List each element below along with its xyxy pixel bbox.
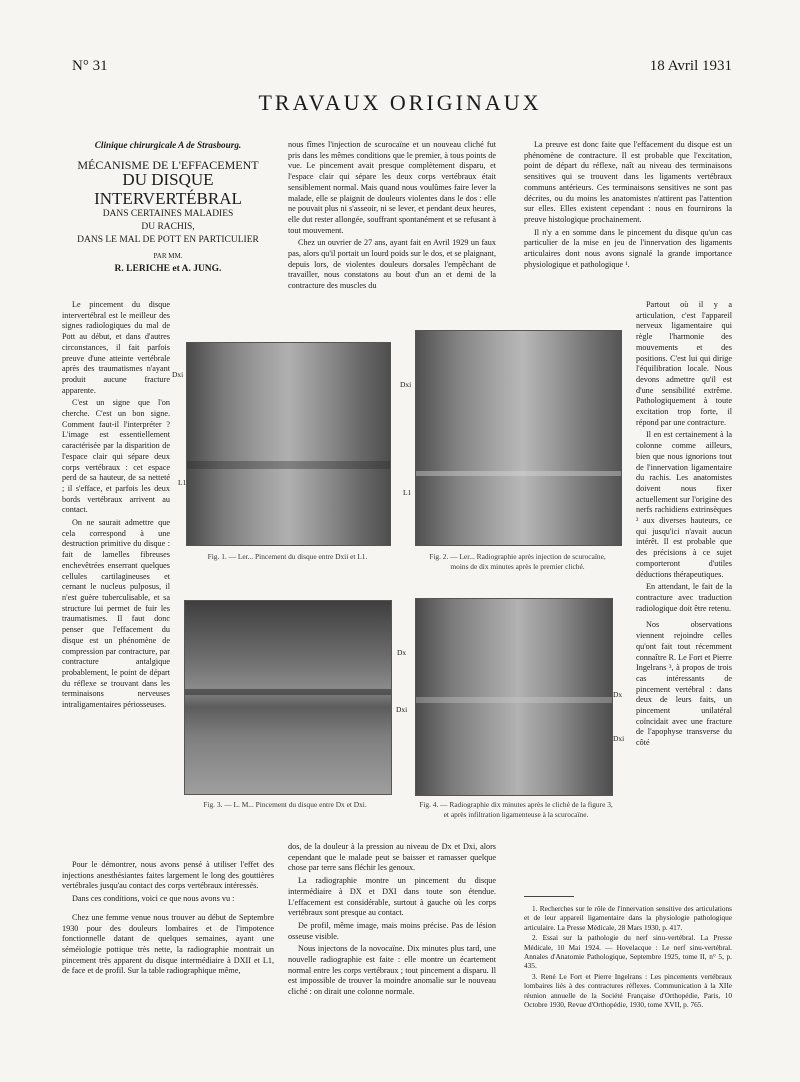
- paragraph: Le pincement du disque intervertébral est le meilleur des signes radiologiques du mal de Pott au début, et dans d'autres circonstances, il fait parfois preuve d'une atteinte vertébrale après des traumatismes n'ayant produit aucune fracture apparente.: [62, 300, 170, 395]
- right-narrow-text: [636, 300, 732, 751]
- paragraph: Nous injectons de la novocaïne. Dix minutes plus tard, une nouvelle radiographie est faite : elle montre un écartement normal entre les corps vertébraux ; tout pincement a disparu. Il est impossible de trouver la moindre anomalie sur le nouveau cliché : on dirait une colonne normale.: [288, 944, 496, 997]
- paragraph: Il n'y a en somme dans le pincement du disque qu'un cas particulier de la mise en jeu de l'innervation des ligaments articulaires dont nous avons signalé la grande importance physiologique et pathologique ¹.: [524, 227, 732, 269]
- paragraph: nous fîmes l'injection de scurocaïne et un nouveau cliché fut pris dans les mêmes conditions que le premier, à tous points de vue. Le pincement avait presque complètement disparu, et l'espace clair qui sépare les deux corps vertébraux était sensiblement normal. Mais quand nous voulûmes faire lever la malade, elle se plaignit de douleurs violentes dans le dos : elle ne pouvait plus ni s'asseoir, ni se lever, et pendant deux heures, elle dut rester allongée, souffrant spontanément et se refusant à tout mouvement.: [288, 140, 496, 235]
- paragraph: Chez un ouvrier de 27 ans, ayant fait en Avril 1929 un faux pas, alors qu'il portait un lourd poids sur le dos, et se plaignant, depuis lors, de violentes douleurs dorsales l'empêchant de travailler, nous constatons au bout d'un an et demi de la contracture des muscles du: [288, 238, 496, 291]
- paragraph: La preuve est donc faite que l'effacement du disque est un phénomène de contracture. Il est probable que l'excitation, point de départ du réflexe, naît au niveau des terminaisons sensitives qui se trouvent dans les ligaments vertébraux communs antérieurs. Ces terminaisons sensitives ne sont pas décrites, ou du moins les anatomistes n'attirent pas l'attention sur elles. Elles existent cependant : nous en fournirons la preuve histologique prochainement.: [524, 140, 732, 224]
- footnote-3: 3. René Le Fort et Pierre Ingelrans : Les pincements vertébraux lombaires liés à des contractures réflexes. Communication à la XIIe réunion annuelle de la Société Française d'Orthopédie, Paris, 10 Octobre 1930, Revue d'Orthopédie, 1930, tome XVII, p. 765.: [524, 971, 732, 1010]
- left-narrow-text: [62, 300, 170, 713]
- article-title-line1: MÉCANISME DE L'EFFACEMENT: [77, 157, 259, 172]
- paragraph: On ne saurait admettre que cela correspond à une destruction primitive du disque : fait de lamelles fibreuses enchevêtrées enserrant quelques cellules cartilagineuses et cernant le nucleus pulposus, il n'est guère tuberculisable, et sa structure lui permet de fuir les traumatismes. Il faut donc penser que l'effacement du disque est un phénomène de compression par contracture, par contracture antalgique probablement, le point de départ du réflexe se trouvant dans les terminaisons nerveuses intraligamentaires périosseuses.: [62, 518, 170, 710]
- figure-1-caption: Fig. 1. — Ler... Pincement du disque entre Dxii et L1.: [207, 552, 368, 561]
- fig1-label-dxi: Dxi: [172, 370, 184, 379]
- issue-number: N° 31: [72, 58, 108, 74]
- footnote-1: 1. Recherches sur le rôle de l'innervation sensitive des articulations et de leur appareil ligamentaire dans la physiologie pathologique articulaire. La Presse Médicale, 28 Mars 1930, p. 417.: [524, 904, 732, 932]
- figure-3-xray: [184, 600, 392, 795]
- issue-date: 18 Avril 1931: [649, 58, 732, 74]
- left-column: [62, 140, 274, 291]
- fig4-label-dx: Dx: [613, 690, 623, 699]
- fig3-label-dxi: Dxi: [396, 705, 408, 714]
- figure-4-caption: Fig. 4. — Radiographie dix minutes après le cliché de la figure 3, et après infiltration ligamenteuse à la scurocaïne.: [419, 800, 613, 819]
- clinic-name: Clinique chirurgicale A de Strasbourg.: [94, 140, 242, 150]
- fig2-label-l1: L1: [403, 488, 412, 497]
- paragraph: Pour le démontrer, nous avons pensé à utiliser l'effet des injections anesthésiantes faites largement le long des gouttières vertébrales jusqu'au contact des corps vertébraux intéressés.: [62, 860, 274, 891]
- fig1-label-l1: L1: [178, 478, 187, 487]
- paragraph: De profil, même image, mais moins précise. Pas de lésion osseuse visible.: [288, 920, 496, 941]
- footnote-rule: [524, 896, 574, 897]
- figure-2-caption: Fig. 2. — Ler... Radiographie après injection de scurocaïne, moins de dix minutes après le premier cliché.: [429, 552, 606, 571]
- fig2-label-dxi: Dxi: [400, 380, 412, 389]
- footnotes: [524, 904, 732, 1010]
- paragraph: Dans ces conditions, voici ce que nous avons vu :: [72, 894, 235, 904]
- article-subtitle-3: DANS LE MAL DE POTT EN PARTICULIER: [77, 235, 259, 246]
- paragraph: Nos observations viennent rejoindre celles qu'ont fait tout récemment connaître R. Le Fort et Pierre Ingelrans ³, à propos de trois cas intéressants de pincement vertébral : dans deux de leurs faits, un pincement unilatéral coïncidait avec une fracture de l'apophyse transverse du côté: [636, 620, 732, 748]
- authors: R. LERICHE et A. JUNG.: [114, 264, 222, 275]
- section-title: TRAVAUX ORIGINAUX: [258, 90, 542, 115]
- right-top-text: [524, 140, 732, 272]
- paragraph: dos, de la douleur à la pression au niveau de Dx et Dxi, alors cependant que le malade peut se baisser et ramasser quelque chose par terre sans fléchir les genoux.: [288, 842, 496, 873]
- paragraph: La radiographie montre un pincement du disque intermédiaire à DX et DXI dans toute son étendue. L'effacement est considérable, surtout à gauche où les corps vertébraux sont presque au contact.: [288, 876, 496, 918]
- article-title-line2: DU DISQUE INTERVERTÉBRAL: [94, 170, 242, 209]
- fig3-label-dx: Dx: [397, 648, 407, 657]
- article-subtitle-1: DANS CERTAINES MALADIES: [102, 209, 234, 220]
- middle-bottom-text: [288, 842, 496, 1000]
- paragraph: C'est un signe que l'on cherche. C'est un bon signe. Comment faut-il l'interpréter ? L'image est essentiellement caractérisée par la disparition de l'espace clair qui sépare deux corps vertébraux : cet espace perd de sa hauteur, de sa netteté ; il s'efface, et parfois les deux bords vertébraux arrivent au contact.: [62, 398, 170, 515]
- footnote-2: 2. Essai sur la pathologie du nerf sinu-vertébral. La Presse Médicale, 10 Mai 1924. — Hovelacque : Le nerf sinu-vertébral. Annales d'Anatomie Pathologique, Septembre 1925, tome II, n° 5, p. 435.: [524, 933, 732, 971]
- figure-1-xray: [186, 342, 391, 546]
- article-subtitle-2: DU RACHIS,: [141, 222, 195, 233]
- figure-4-xray: [415, 598, 613, 796]
- by-line: PAR MM.: [153, 252, 183, 261]
- figure-3-caption: Fig. 3. — L. M... Pincement du disque entre Dx et Dxi.: [203, 800, 367, 809]
- middle-top-text: [288, 140, 496, 294]
- left-bottom-text: [62, 860, 274, 979]
- paragraph: Chez une femme venue nous trouver au début de Septembre 1930 pour des douleurs lombaires et de l'impotence fonctionnelle datant de quelques semaines, ayant une séméiologie pottique très nette, la radiographie montrait un pincement très apparent du disque intermédiaire à DXII et L1, de face et de profil. Sur la table radiographique même,: [62, 912, 274, 976]
- paragraph: En attendant, le fait de la contracture avec traduction radiologique doit être retenu.: [636, 582, 732, 613]
- fig4-label-dxi: Dxi: [613, 734, 625, 743]
- figure-2-xray: [415, 330, 622, 546]
- paragraph: Partout où il y a articulation, c'est l'appareil nerveux ligamentaire qui règle l'harmonie des mouvements et des positions. C'est lui qui dirige l'équilibration locale. Nous devons admettre qu'il est d'une sensibilité extrême. Pathologiquement à toute excitation trop forte, il répond par une contracture.: [636, 300, 732, 427]
- paragraph: Il en est certainement à la colonne comme ailleurs, bien que nous ignorions tout de l'innervation ligamentaire du rachis. Les anatomistes doivent nous fixer actuellement sur l'origine des nerfs rachidiens extrinsèques ² aux diverses hauteurs, ce qui jusqu'ici n'avait aucun intérêt. Il est probable que des précisions à ce sujet comporteront d'utiles déductions thérapeutiques.: [636, 430, 732, 579]
